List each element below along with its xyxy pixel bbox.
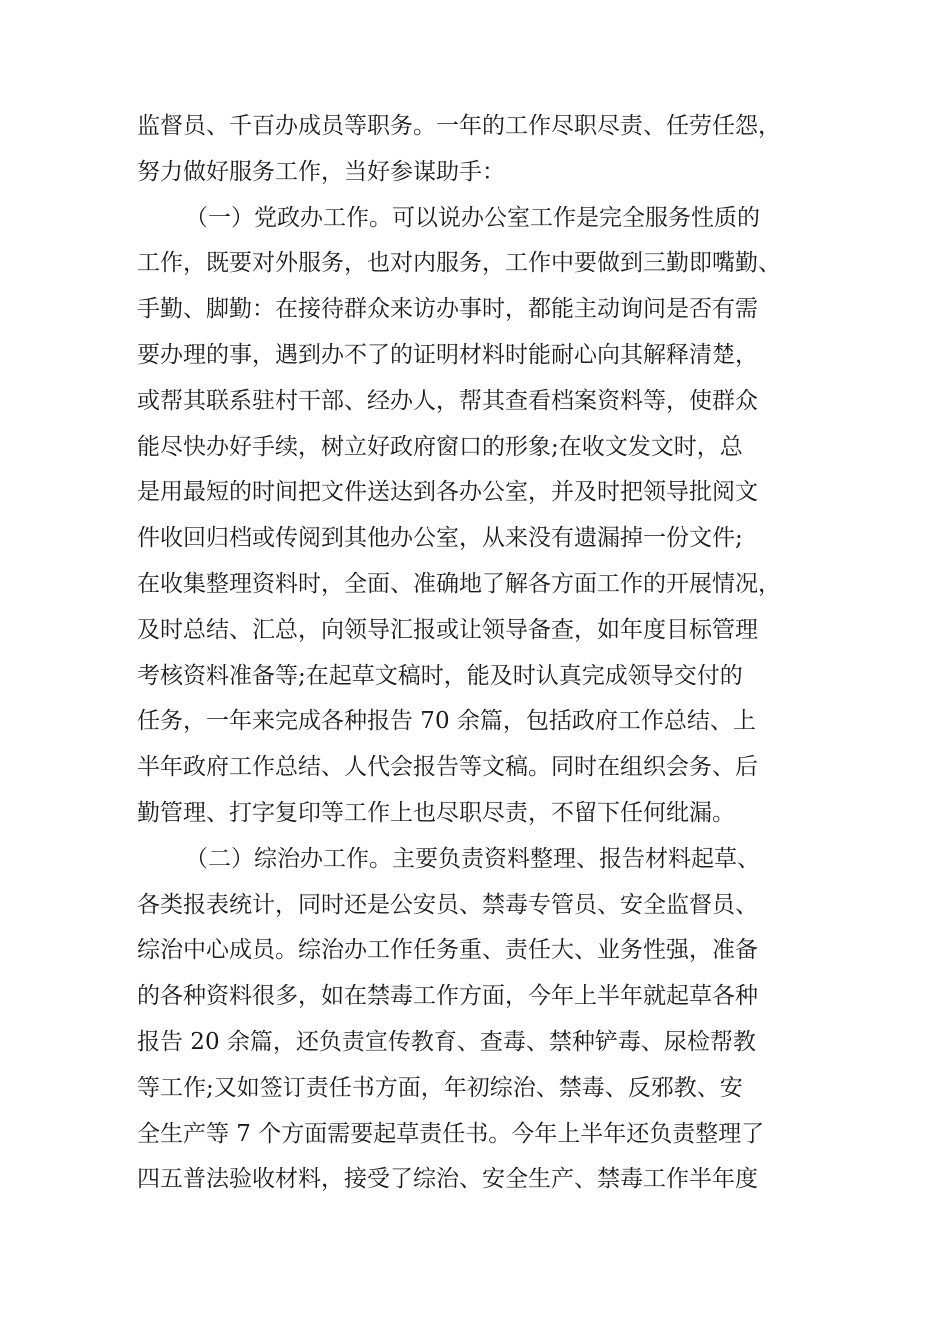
text-line: 要办理的事，遇到办不了的证明材料时能耐心向其解释清楚， xyxy=(137,341,758,368)
paragraph-start-line: （二）综治办工作。主要负责资料整理、报告材料起草、 xyxy=(185,845,760,872)
text-line: 是用最短的时间把文件送达到各办公室，并及时把领导批阅文 xyxy=(137,479,758,506)
text-line: 考核资料准备等;在起草文稿时，能及时认真完成领导交付的 xyxy=(137,662,743,689)
text-line: 工作，既要对外服务，也对内服务，工作中要做到三勤即嘴勤、 xyxy=(137,250,781,277)
text-line: 报告 20 余篇，还负责宣传教育、查毒、禁种铲毒、尿检帮教 xyxy=(137,1028,756,1055)
text-line: 综治中心成员。综治办工作任务重、责任大、业务性强，准备 xyxy=(137,937,758,964)
text-line: 努力做好服务工作，当好参谋助手： xyxy=(137,158,505,185)
text-line: 等工作;又如签订责任书方面，年初综治、禁毒、反邪教、安 xyxy=(137,1074,743,1101)
text-line: 手勤、脚勤：在接待群众来访办事时，都能主动询问是否有需 xyxy=(137,296,758,323)
text-line: 能尽快办好手续，树立好政府窗口的形象;在收文发文时，总 xyxy=(137,433,743,460)
text-line: 半年政府工作总结、人代会报告等文稿。同时在组织会务、后 xyxy=(137,754,758,781)
text-line: 及时总结、汇总，向领导汇报或让领导备查，如年度目标管理 xyxy=(137,616,758,643)
text-line: 全生产等 7 个方面需要起草责任书。今年上半年还负责整理了 xyxy=(137,1120,765,1147)
text-line: 件收回归档或传阅到其他办公室，从来没有遗漏掉一份文件; xyxy=(137,525,743,552)
text-line: 各类报表统计，同时还是公安员、禁毒专管员、安全监督员、 xyxy=(137,891,758,918)
text-line: 任务，一年来完成各种报告 70 余篇，包括政府工作总结、上 xyxy=(137,708,756,735)
text-line: 在收集整理资料时，全面、准确地了解各方面工作的开展情况， xyxy=(137,570,781,597)
text-line: 或帮其联系驻村干部、经办人，帮其查看档案资料等，使群众 xyxy=(137,387,758,414)
text-line: 四五普法验收材料，接受了综治、安全生产、禁毒工作半年度 xyxy=(137,1166,758,1193)
body-text xyxy=(137,104,837,1203)
text-line: 的各种资料很多，如在禁毒工作方面，今年上半年就起草各种 xyxy=(137,983,758,1010)
text-line: 监督员、千百办成员等职务。一年的工作尽职尽责、任劳任怨， xyxy=(137,113,781,139)
paragraph-start-line: （一）党政办工作。可以说办公室工作是完全服务性质的 xyxy=(185,204,760,231)
text-line: 勤管理、打字复印等工作上也尽职尽责，不留下任何纰漏。 xyxy=(137,799,735,826)
